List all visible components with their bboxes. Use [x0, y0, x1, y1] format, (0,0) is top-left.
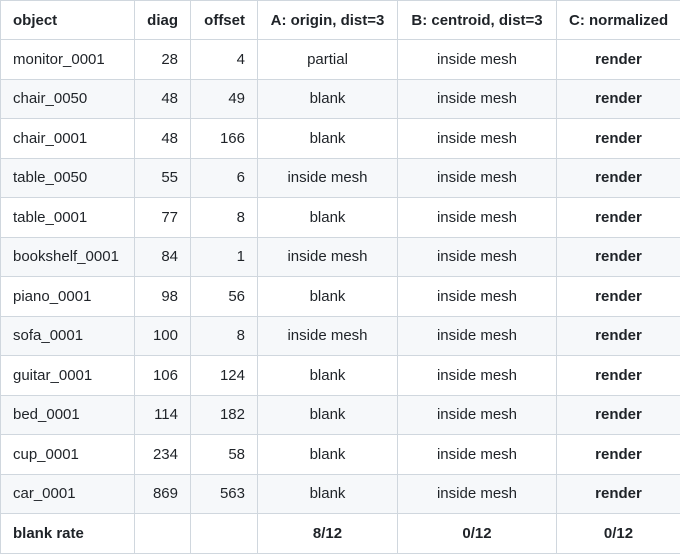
footer-a: 8/12 [258, 514, 398, 554]
table-row [1, 119, 680, 159]
cell-object: chair_0001 [1, 119, 135, 159]
cell-b: inside mesh [398, 119, 557, 159]
cell-c: render [557, 356, 680, 396]
cell-c: render [557, 277, 680, 317]
cell-c: render [557, 40, 680, 80]
cell-b: inside mesh [398, 237, 557, 277]
cell-diag: 114 [135, 395, 191, 435]
cell-a: blank [258, 395, 398, 435]
footer-c: 0/12 [557, 514, 680, 554]
cell-a: blank [258, 79, 398, 119]
cell-offset: 8 [191, 198, 258, 238]
cell-c: render [557, 79, 680, 119]
cell-object: table_0001 [1, 198, 135, 238]
header-object: object [1, 1, 135, 40]
table-body [1, 40, 680, 514]
cell-c: render [557, 237, 680, 277]
cell-diag: 106 [135, 356, 191, 396]
cell-b: inside mesh [398, 40, 557, 80]
cell-offset: 8 [191, 316, 258, 356]
cell-b: inside mesh [398, 198, 557, 238]
cell-a: blank [258, 198, 398, 238]
cell-offset: 124 [191, 356, 258, 396]
table-row [1, 356, 680, 396]
cell-c: render [557, 316, 680, 356]
table-row [1, 474, 680, 514]
table-row [1, 435, 680, 475]
cell-diag: 28 [135, 40, 191, 80]
cell-diag: 55 [135, 158, 191, 198]
cell-b: inside mesh [398, 356, 557, 396]
cell-c: render [557, 119, 680, 159]
cell-object: chair_0050 [1, 79, 135, 119]
cell-b: inside mesh [398, 277, 557, 317]
cell-object: piano_0001 [1, 277, 135, 317]
cell-object: guitar_0001 [1, 356, 135, 396]
cell-a: inside mesh [258, 316, 398, 356]
header-diag: diag [135, 1, 191, 40]
table-row [1, 277, 680, 317]
cell-a: blank [258, 277, 398, 317]
table-row [1, 395, 680, 435]
table-row [1, 316, 680, 356]
cell-a: blank [258, 474, 398, 514]
cell-offset: 56 [191, 277, 258, 317]
table-row [1, 158, 680, 198]
cell-diag: 48 [135, 119, 191, 159]
cell-object: table_0050 [1, 158, 135, 198]
cell-offset: 166 [191, 119, 258, 159]
cell-a: inside mesh [258, 158, 398, 198]
cell-c: render [557, 158, 680, 198]
cell-c: render [557, 474, 680, 514]
cell-b: inside mesh [398, 316, 557, 356]
header-b: B: centroid, dist=3 [398, 1, 557, 40]
cell-b: inside mesh [398, 474, 557, 514]
blank-rate-row [1, 514, 680, 554]
footer-diag [135, 514, 191, 554]
cell-diag: 234 [135, 435, 191, 475]
cell-b: inside mesh [398, 395, 557, 435]
cell-a: inside mesh [258, 237, 398, 277]
header-c: C: normalized [557, 1, 680, 40]
table-row [1, 237, 680, 277]
table-header [1, 1, 680, 40]
cell-a: blank [258, 356, 398, 396]
cell-c: render [557, 198, 680, 238]
header-offset: offset [191, 1, 258, 40]
cell-b: inside mesh [398, 435, 557, 475]
cell-diag: 98 [135, 277, 191, 317]
cell-offset: 6 [191, 158, 258, 198]
footer-label: blank rate [1, 514, 135, 554]
cell-object: bookshelf_0001 [1, 237, 135, 277]
cell-offset: 182 [191, 395, 258, 435]
header-a: A: origin, dist=3 [258, 1, 398, 40]
footer-b: 0/12 [398, 514, 557, 554]
cell-offset: 1 [191, 237, 258, 277]
cell-object: monitor_0001 [1, 40, 135, 80]
cell-c: render [557, 435, 680, 475]
cell-offset: 563 [191, 474, 258, 514]
cell-b: inside mesh [398, 158, 557, 198]
cell-b: inside mesh [398, 79, 557, 119]
cell-diag: 48 [135, 79, 191, 119]
table-row [1, 198, 680, 238]
table-row [1, 40, 680, 80]
cell-diag: 77 [135, 198, 191, 238]
cell-c: render [557, 395, 680, 435]
cell-object: sofa_0001 [1, 316, 135, 356]
cell-diag: 84 [135, 237, 191, 277]
cell-diag: 100 [135, 316, 191, 356]
cell-object: car_0001 [1, 474, 135, 514]
cell-diag: 869 [135, 474, 191, 514]
cell-offset: 49 [191, 79, 258, 119]
cell-offset: 4 [191, 40, 258, 80]
header-row [1, 1, 680, 40]
cell-offset: 58 [191, 435, 258, 475]
cell-a: blank [258, 119, 398, 159]
table-footer [1, 514, 680, 554]
footer-offset [191, 514, 258, 554]
cell-a: partial [258, 40, 398, 80]
cell-a: blank [258, 435, 398, 475]
cell-object: cup_0001 [1, 435, 135, 475]
table-row [1, 79, 680, 119]
cell-object: bed_0001 [1, 395, 135, 435]
